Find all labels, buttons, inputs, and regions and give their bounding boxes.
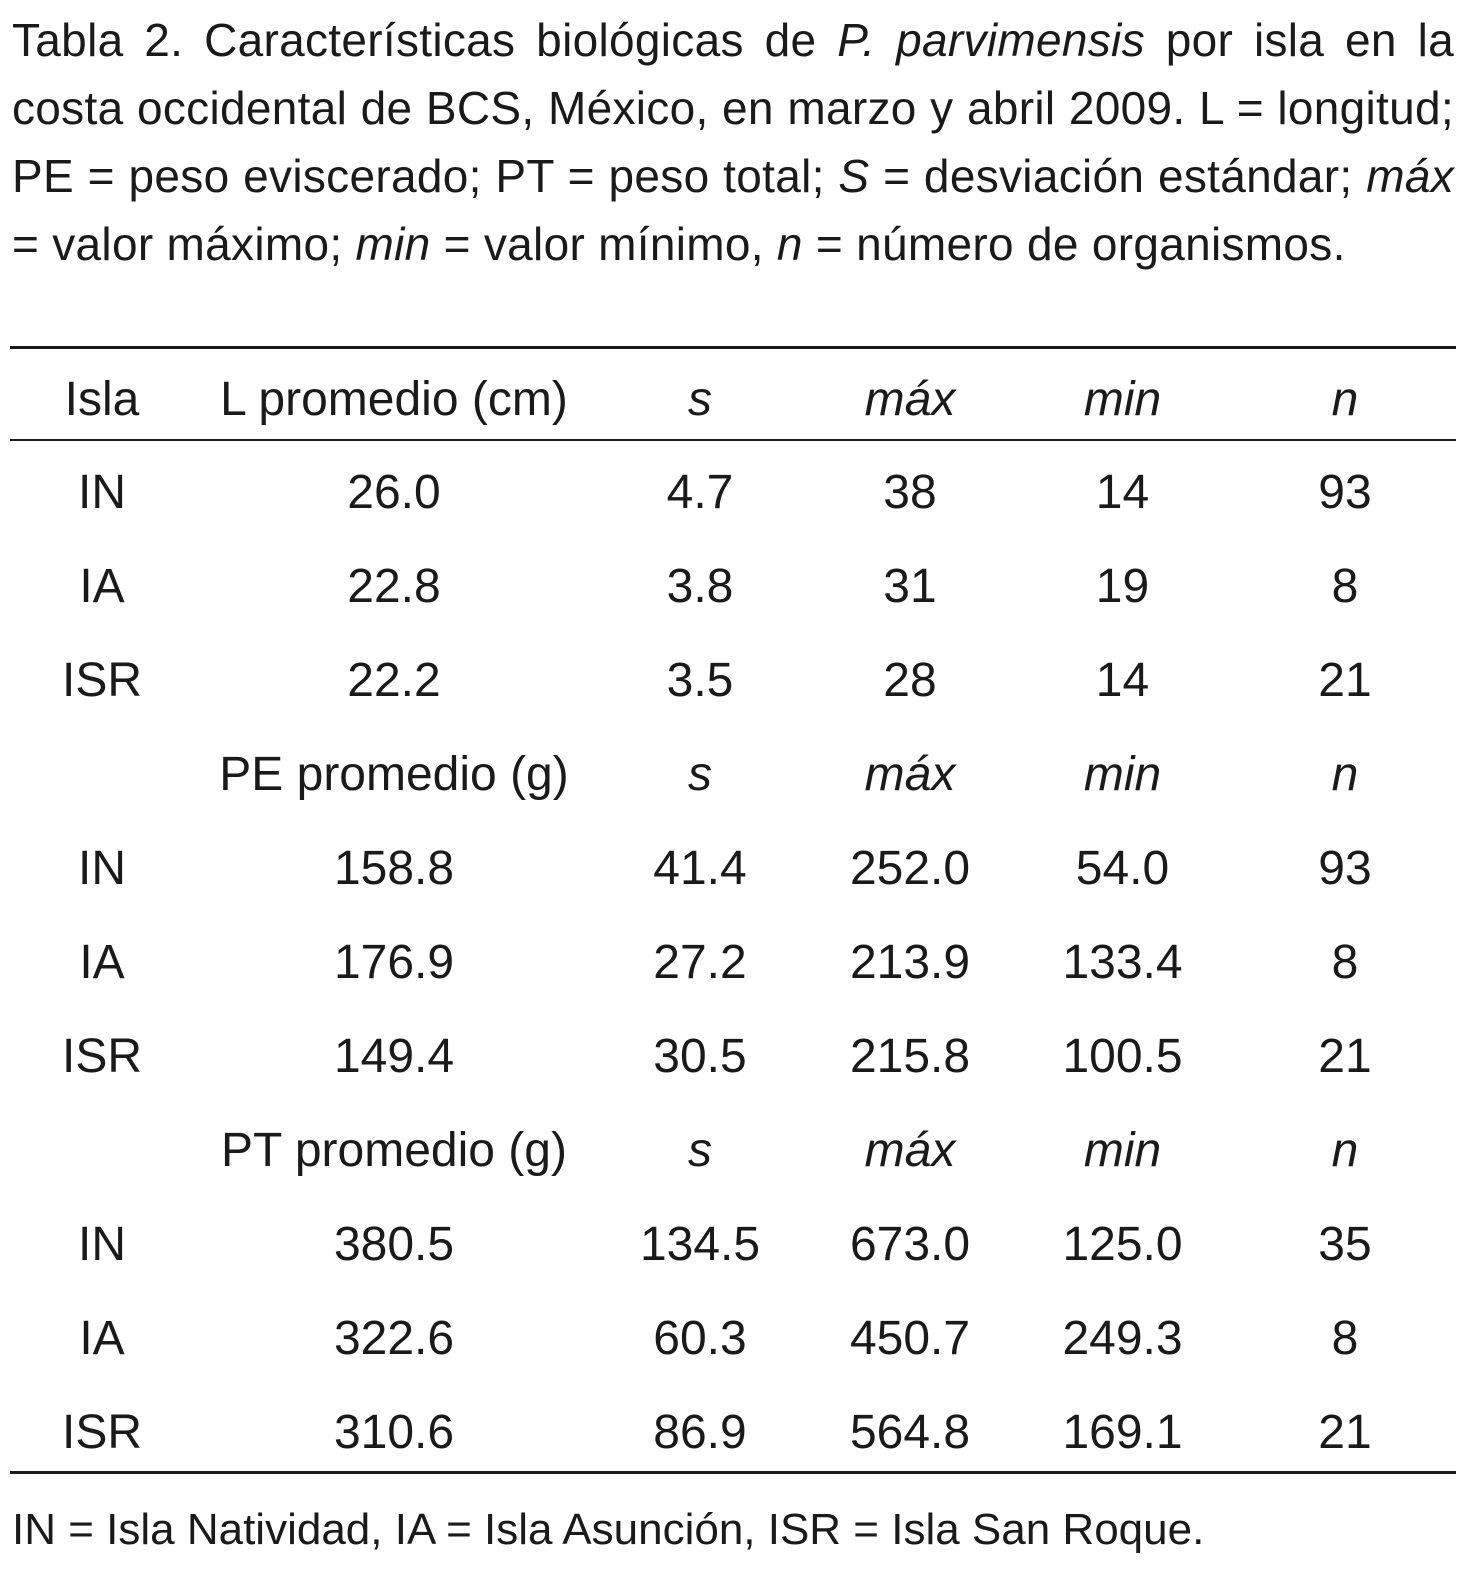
- caption-min-symbol: min: [355, 218, 431, 270]
- cell-n: 8: [1331, 1312, 1359, 1365]
- cell-isla: ISR: [61, 654, 142, 707]
- cell-min: 169.1: [1062, 1406, 1183, 1459]
- header-cell-min: min: [1083, 373, 1162, 426]
- cell-promedio: 176.9: [333, 936, 455, 989]
- cell-s: 27.2: [653, 936, 747, 989]
- caption-text-5: = valor mínimo,: [430, 218, 777, 270]
- cell-max: 564.8: [849, 1406, 971, 1459]
- cell-isla: IN: [78, 842, 126, 895]
- table-row: [0, 458, 1466, 528]
- caption-text-1: Tabla 2. Características biológicas de: [12, 14, 838, 66]
- cell-n: 21: [1318, 1030, 1372, 1083]
- table-row: [0, 928, 1466, 998]
- caption-text-3: = desviación estándar;: [869, 150, 1367, 202]
- cell-s: 3.5: [666, 654, 734, 707]
- caption-species: P. parvimensis: [837, 14, 1145, 66]
- cell-min: 14: [1095, 654, 1150, 707]
- table-footnote: IN = Isla Natividad, IA = Isla Asunción, ISR = Isla San Roque.: [12, 1505, 1205, 1554]
- cell-promedio: 22.8: [347, 560, 441, 613]
- table-row: [0, 1022, 1466, 1092]
- cell-min: 19: [1095, 560, 1150, 613]
- cell-min: 54.0: [1075, 842, 1170, 895]
- subheader-cell-pt-promedio: PT promedio (g): [221, 1124, 567, 1177]
- caption-text-6: = número de organismos.: [802, 218, 1346, 270]
- cell-n: 35: [1318, 1218, 1372, 1271]
- cell-n: 8: [1331, 936, 1359, 989]
- caption-max-symbol: máx: [1366, 150, 1454, 202]
- cell-max: 450.7: [849, 1312, 971, 1365]
- cell-isla: IA: [79, 936, 125, 989]
- cell-s: 30.5: [653, 1030, 747, 1083]
- subheader-cell-min: min: [1083, 748, 1162, 801]
- subheader-cell-pe-promedio: PE promedio (g): [219, 748, 569, 801]
- header-cell-isla: Isla: [64, 373, 140, 426]
- cell-n: 93: [1318, 842, 1372, 895]
- subheader-cell-s: s: [688, 748, 712, 801]
- cell-min: 14: [1095, 466, 1150, 519]
- cell-min: 100.5: [1062, 1030, 1183, 1083]
- cell-s: 4.7: [666, 466, 734, 519]
- subheader-cell-max: máx: [864, 1124, 956, 1177]
- cell-s: 3.8: [666, 560, 734, 613]
- cell-isla: IA: [79, 560, 125, 613]
- cell-promedio: 26.0: [347, 466, 441, 519]
- cell-max: 252.0: [849, 842, 971, 895]
- cell-max: 213.9: [849, 936, 971, 989]
- cell-min: 133.4: [1062, 936, 1183, 989]
- cell-n: 8: [1331, 560, 1359, 613]
- cell-min: 125.0: [1062, 1218, 1183, 1271]
- cell-isla: IN: [78, 466, 126, 519]
- cell-s: 134.5: [639, 1218, 761, 1271]
- cell-max: 215.8: [849, 1030, 971, 1083]
- table-row: [0, 1304, 1466, 1374]
- caption-text-4: = valor máximo;: [12, 218, 356, 270]
- cell-isla: ISR: [61, 1406, 142, 1459]
- cell-s: 86.9: [653, 1406, 747, 1459]
- table-row: [0, 834, 1466, 904]
- table-row: [0, 646, 1466, 716]
- cell-isla: ISR: [61, 1030, 142, 1083]
- cell-min: 249.3: [1062, 1312, 1183, 1365]
- caption-text-2: por isla en la costa occidental de BCS, México, en marzo y abril 2009. L = longitud; PE = peso eviscerado; PT = peso total;: [12, 14, 1454, 202]
- cell-promedio: 310.6: [333, 1406, 455, 1459]
- cell-promedio: 322.6: [333, 1312, 455, 1365]
- cell-max: 28: [883, 654, 937, 707]
- table-row: [0, 552, 1466, 622]
- cell-max: 31: [883, 560, 937, 613]
- cell-s: 60.3: [653, 1312, 747, 1365]
- cell-promedio: 22.2: [347, 654, 441, 707]
- cell-promedio: 158.8: [333, 842, 455, 895]
- cell-promedio: 149.4: [333, 1030, 455, 1083]
- table-subheader-row: [0, 1116, 1466, 1186]
- subheader-cell-n: n: [1331, 748, 1359, 801]
- caption-s-symbol: S: [838, 150, 870, 202]
- cell-n: 21: [1318, 1406, 1372, 1459]
- table-header-row: [0, 365, 1466, 435]
- subheader-cell-s: s: [688, 1124, 712, 1177]
- cell-isla: IN: [78, 1218, 126, 1271]
- subheader-cell-n: n: [1331, 1124, 1359, 1177]
- cell-max: 673.0: [849, 1218, 971, 1271]
- header-cell-l-promedio: L promedio (cm): [220, 373, 568, 426]
- caption-n-symbol: n: [776, 218, 803, 270]
- cell-n: 21: [1318, 654, 1372, 707]
- subheader-cell-max: máx: [864, 748, 956, 801]
- cell-isla: IA: [79, 1312, 125, 1365]
- table-subheader-row: [0, 740, 1466, 810]
- cell-n: 93: [1318, 466, 1372, 519]
- header-cell-s: s: [688, 373, 712, 426]
- cell-promedio: 380.5: [333, 1218, 455, 1271]
- cell-max: 38: [883, 466, 937, 519]
- header-cell-max: máx: [864, 373, 956, 426]
- subheader-cell-min: min: [1083, 1124, 1162, 1177]
- cell-s: 41.4: [653, 842, 747, 895]
- header-cell-n: n: [1331, 373, 1359, 426]
- table-row: [0, 1210, 1466, 1280]
- table-row: [0, 1398, 1466, 1468]
